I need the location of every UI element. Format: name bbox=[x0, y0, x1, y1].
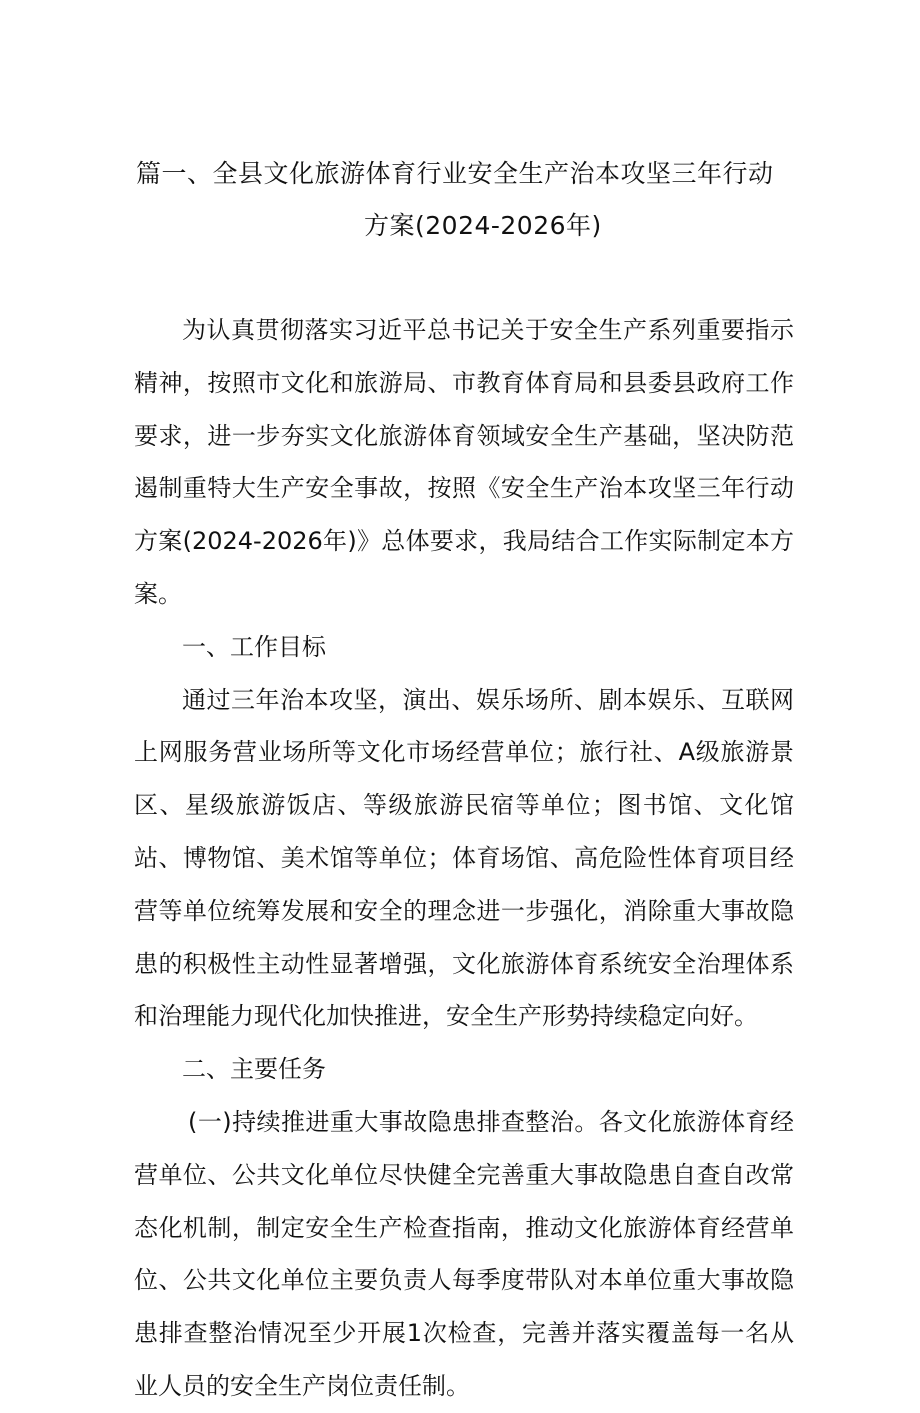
goals-paragraph: 通过三年治本攻坚，演出、娱乐场所、剧本娱乐、互联网上网服务营业场所等文化市场经营单位；旅行社、A级旅游景区、星级旅游饭店、等级旅游民宿等单位；图书馆、文化馆站、博物馆、美术馆等单位；体育场馆、高危险性体育项目经营等单位统筹发展和安全的理念进一步强化，消除重大事故隐患的积极性主动性显著增强，文化旅游体育系统安全治理体系和治理能力现代化加快推进，安全生产形势持续稳定向好。 bbox=[134, 685, 794, 1031]
title-line-2: 方案(2024-2026年) bbox=[364, 211, 602, 240]
document-body bbox=[134, 304, 794, 1413]
intro-paragraph: 为认真贯彻落实习近平总书记关于安全生产系列重要指示精神，按照市文化和旅游局、市教育体育局和县委县政府工作要求，进一步夯实文化旅游体育领域安全生产基础，坚决防范遏制重特大生产安全事故，按照《安全生产治本攻坚三年行动方案(2024-2026年)》总体要求，我局结合工作实际制定本方案。 bbox=[134, 316, 794, 608]
title-line-1: 篇一、全县文化旅游体育行业安全生产治本攻坚三年行动 bbox=[136, 159, 774, 188]
section-heading-goals: 一、工作目标 bbox=[182, 632, 326, 661]
document-title bbox=[136, 148, 836, 252]
task-item-1-paragraph: (一)持续推进重大事故隐患排查整治。各文化旅游体育经营单位、公共文化单位尽快健全完善重大事故隐患自查自改常态化机制，制定安全生产检查指南，推动文化旅游体育经营单位、公共文化单位主要负责人每季度带队对本单位重大事故隐患排查整治情况至少开展1次检查，完善并落实覆盖每一名从业人员的安全生产岗位责任制。 bbox=[134, 1107, 794, 1400]
section-heading-tasks: 二、主要任务 bbox=[182, 1055, 326, 1084]
